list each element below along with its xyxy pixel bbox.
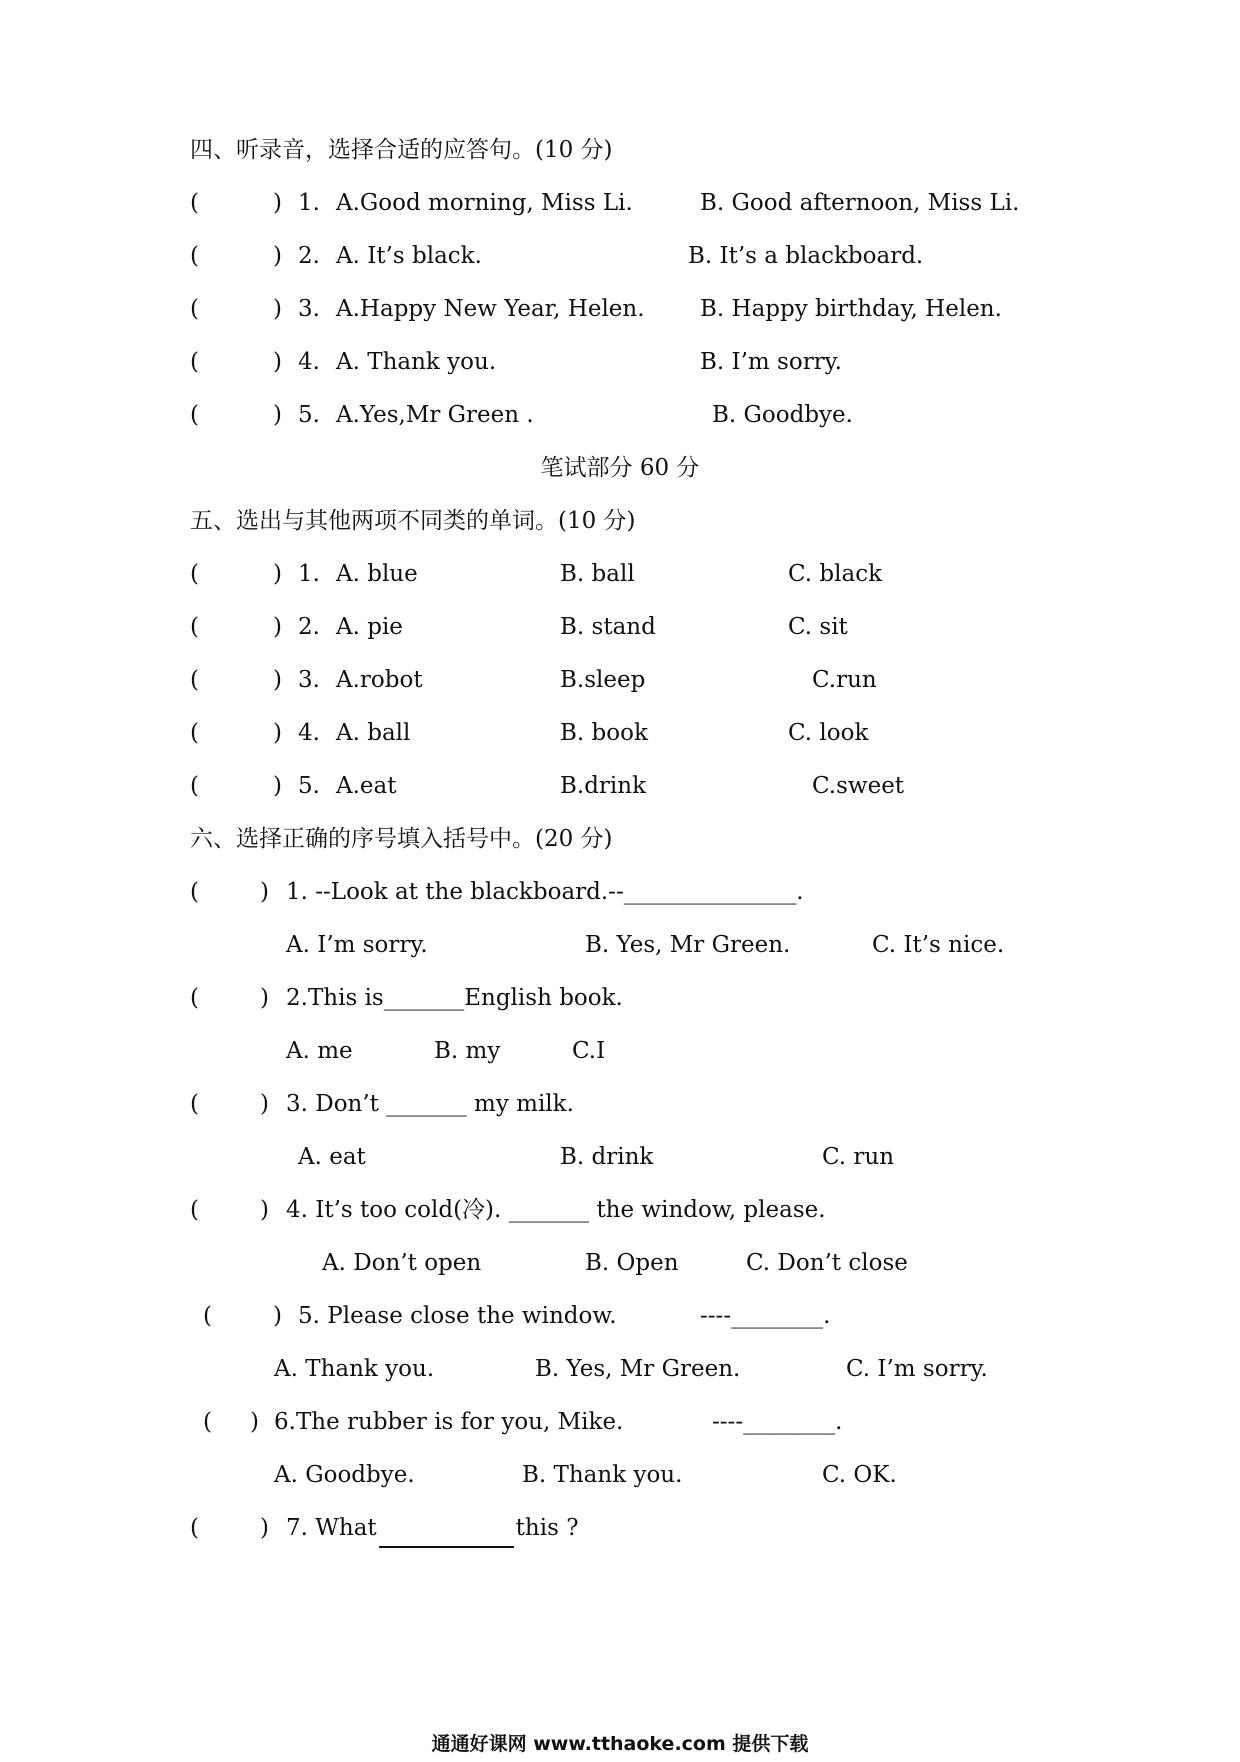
close-paren: ) <box>273 296 282 322</box>
option-c: C. It’s nice. <box>872 932 1005 958</box>
option-a: A. pie <box>336 614 403 640</box>
option-b: B.drink <box>560 773 647 799</box>
sec4-item-4 <box>0 342 1240 382</box>
response-blank: ----________. <box>700 1303 831 1329</box>
close-paren: ) <box>273 561 282 587</box>
option-b: B. book <box>560 720 648 746</box>
question-text: 4. It’s too cold(冷). _______ the window, please. <box>286 1197 826 1223</box>
sec6-q1-options <box>0 925 1240 965</box>
sec6-q2-options <box>0 1031 1240 1071</box>
open-paren: ( <box>190 243 199 269</box>
option-a: A. Thank you. <box>274 1356 435 1382</box>
option-c: C. black <box>788 561 883 587</box>
option-b: B. my <box>434 1038 501 1064</box>
option-c: C. look <box>788 720 869 746</box>
close-paren: ) <box>260 1197 269 1223</box>
sec6-q5 <box>0 1296 1240 1336</box>
option-a: A. eat <box>298 1144 366 1170</box>
close-paren: ) <box>273 1303 282 1329</box>
item-number: 1. <box>298 190 320 216</box>
option-c: C. Don’t close <box>746 1250 908 1276</box>
close-paren: ) <box>250 1409 259 1435</box>
open-paren: ( <box>190 349 199 375</box>
option-b: B. Thank you. <box>522 1462 683 1488</box>
open-paren: ( <box>190 1197 199 1223</box>
option-a: A.eat <box>336 773 397 799</box>
question-suffix: this ? <box>515 1515 579 1541</box>
question-text <box>286 1508 579 1548</box>
close-paren: ) <box>273 349 282 375</box>
section-5-title <box>0 501 1240 541</box>
close-paren: ) <box>273 614 282 640</box>
option-b: B. Good afternoon, Miss Li. <box>700 190 1020 216</box>
section-title-text: 五、选出与其他两项不同类的单词。(10 分) <box>190 508 636 534</box>
option-c: C. I’m sorry. <box>846 1356 988 1382</box>
option-b: B. I’m sorry. <box>700 349 842 375</box>
sec4-item-1 <box>0 183 1240 223</box>
sec6-q4-options <box>0 1243 1240 1283</box>
sec6-q6 <box>0 1402 1240 1442</box>
sec5-item-1 <box>0 554 1240 594</box>
section-title-text: 六、选择正确的序号填入括号中。(20 分) <box>190 826 613 852</box>
open-paren: ( <box>190 561 199 587</box>
question-text: 5. Please close the window. <box>298 1303 617 1329</box>
open-paren: ( <box>190 1515 199 1541</box>
option-c: C. sit <box>788 614 848 640</box>
option-b: B. Yes, Mr Green. <box>585 932 791 958</box>
option-a: A.robot <box>336 667 423 693</box>
question-prefix: 7. What <box>286 1515 377 1541</box>
open-paren: ( <box>190 402 199 428</box>
question-text: 3. Don’t _______ my milk. <box>286 1091 574 1117</box>
item-number: 5. <box>298 773 320 799</box>
sec6-q5-options <box>0 1349 1240 1389</box>
sec5-item-3 <box>0 660 1240 700</box>
close-paren: ) <box>260 1091 269 1117</box>
open-paren: ( <box>190 879 199 905</box>
open-paren: ( <box>190 296 199 322</box>
item-number: 3. <box>298 667 320 693</box>
sec6-q4 <box>0 1190 1240 1230</box>
item-number: 5. <box>298 402 320 428</box>
option-a: A.Happy New Year, Helen. <box>336 296 645 322</box>
option-c: C.sweet <box>812 773 905 799</box>
item-number: 4. <box>298 349 320 375</box>
sec6-q3-options <box>0 1137 1240 1177</box>
sec6-q6-options <box>0 1455 1240 1495</box>
sec4-item-3 <box>0 289 1240 329</box>
question-text: 1. --Look at the blackboard.--_______________. <box>286 879 804 905</box>
option-a: A. blue <box>336 561 418 587</box>
close-paren: ) <box>273 720 282 746</box>
option-b: B.sleep <box>560 667 646 693</box>
open-paren: ( <box>190 190 199 216</box>
option-b: B. It’s a blackboard. <box>688 243 924 269</box>
option-a: A. I’m sorry. <box>286 932 428 958</box>
item-number: 4. <box>298 720 320 746</box>
section-title-text: 四、听录音，选择合适的应答句。(10 分) <box>190 137 613 163</box>
sec6-q3 <box>0 1084 1240 1124</box>
open-paren: ( <box>190 773 199 799</box>
option-a: A. Goodbye. <box>274 1462 415 1488</box>
answer-underline <box>379 1522 514 1548</box>
open-paren: ( <box>203 1303 212 1329</box>
open-paren: ( <box>190 614 199 640</box>
section-6-title <box>0 819 1240 859</box>
close-paren: ) <box>260 985 269 1011</box>
item-number: 2. <box>298 243 320 269</box>
option-b: B. drink <box>560 1144 654 1170</box>
sec4-item-2 <box>0 236 1240 276</box>
option-a: A. Don’t open <box>322 1250 482 1276</box>
sec6-q2 <box>0 978 1240 1018</box>
item-number: 3. <box>298 296 320 322</box>
question-text: 2.This is_______English book. <box>286 985 623 1011</box>
option-c: C. OK. <box>822 1462 897 1488</box>
written-part-text: 笔试部分 60 分 <box>540 455 700 481</box>
written-part-title <box>0 448 1240 488</box>
item-number: 2. <box>298 614 320 640</box>
sec4-item-5 <box>0 395 1240 435</box>
open-paren: ( <box>190 667 199 693</box>
option-b: B. Goodbye. <box>712 402 853 428</box>
open-paren: ( <box>190 985 199 1011</box>
question-text: 6.The rubber is for you, Mike. <box>274 1409 624 1435</box>
option-b: B. ball <box>560 561 635 587</box>
option-a: A.Good morning, Miss Li. <box>336 190 633 216</box>
option-b: B. stand <box>560 614 656 640</box>
option-c: C.I <box>572 1038 606 1064</box>
open-paren: ( <box>203 1409 212 1435</box>
sec6-q7 <box>0 1508 1240 1548</box>
option-c: C. run <box>822 1144 895 1170</box>
close-paren: ) <box>273 243 282 269</box>
option-a: A. ball <box>336 720 411 746</box>
close-paren: ) <box>260 1515 269 1541</box>
close-paren: ) <box>273 190 282 216</box>
option-a: A. Thank you. <box>336 349 497 375</box>
item-number: 1. <box>298 561 320 587</box>
option-a: A. me <box>286 1038 353 1064</box>
option-b: B. Open <box>585 1250 679 1276</box>
sec5-item-4 <box>0 713 1240 753</box>
footer-credit: 通通好课网 www.tthaoke.com 提供下载 <box>431 1733 809 1755</box>
response-blank: ----________. <box>712 1409 843 1435</box>
option-a: A.Yes,Mr Green . <box>336 402 534 428</box>
close-paren: ) <box>273 667 282 693</box>
option-a: A. It’s black. <box>336 243 482 269</box>
open-paren: ( <box>190 720 199 746</box>
option-b: B. Yes, Mr Green. <box>535 1356 741 1382</box>
close-paren: ) <box>273 402 282 428</box>
sec6-q1 <box>0 872 1240 912</box>
section-4-title <box>0 130 1240 170</box>
option-c: C.run <box>812 667 877 693</box>
close-paren: ) <box>260 879 269 905</box>
close-paren: ) <box>273 773 282 799</box>
option-b: B. Happy birthday, Helen. <box>700 296 1002 322</box>
sec5-item-5 <box>0 766 1240 806</box>
sec5-item-2 <box>0 607 1240 647</box>
open-paren: ( <box>190 1091 199 1117</box>
